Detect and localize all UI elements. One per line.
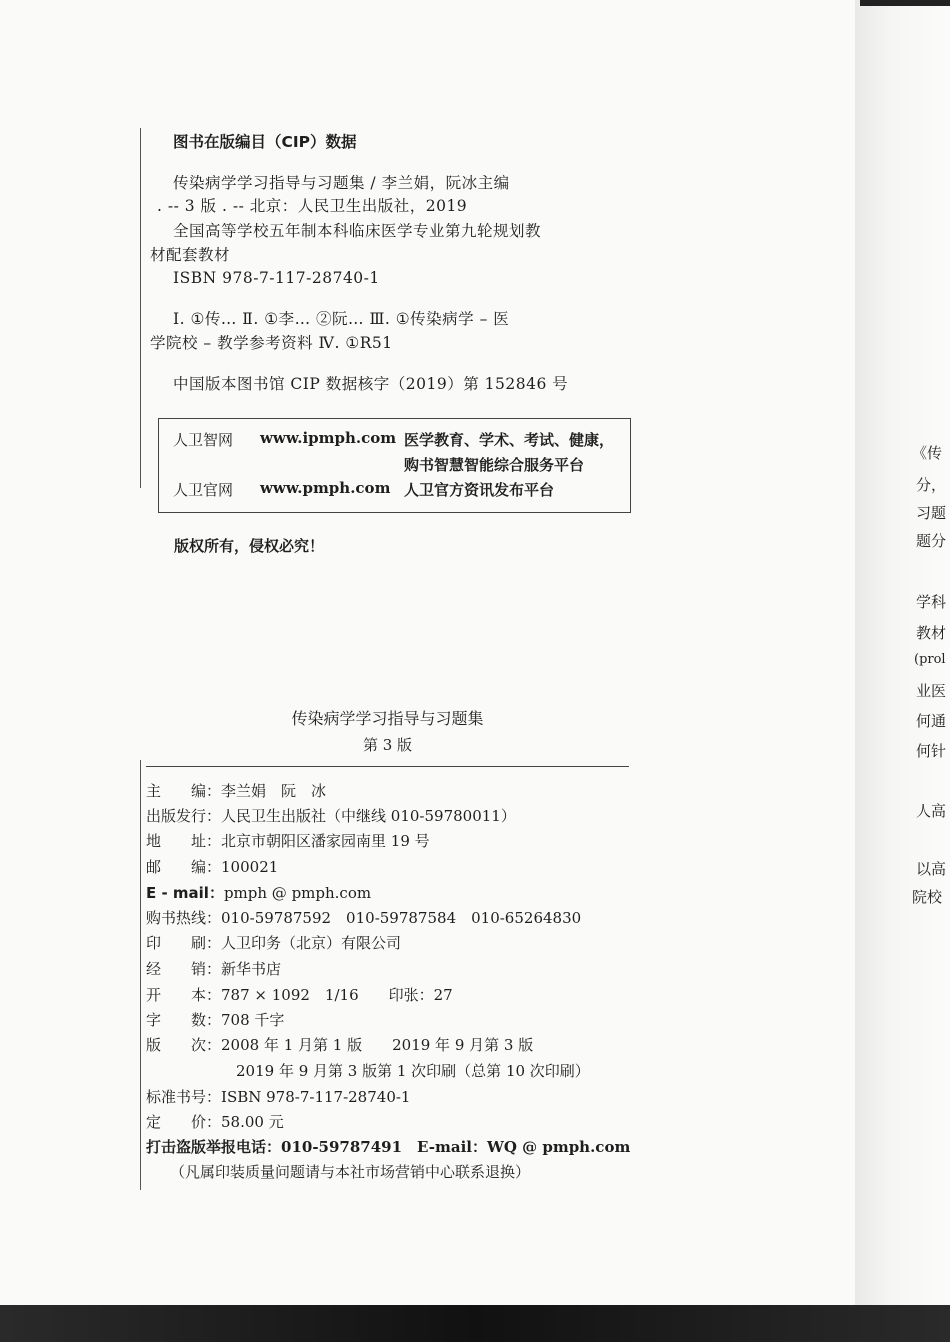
detail-row: 开 本：787 × 1092 1/16 印张：27 bbox=[146, 986, 453, 1004]
site-desc: 人卫官方资讯发布平台 bbox=[404, 481, 555, 499]
site-name: 人卫官网 bbox=[173, 481, 234, 499]
cip-line: 材配套教材 bbox=[150, 246, 231, 264]
piracy-hotline: 打击盗版举报电话：010-59787491 E-mail：WQ @ pmph.com bbox=[146, 1138, 631, 1156]
next-page-fragment: 院校 bbox=[912, 888, 943, 906]
cip-isbn: ISBN 978-7-117-28740-1 bbox=[173, 269, 380, 287]
next-page-fragment: 习题 bbox=[916, 504, 947, 522]
next-page-fragment: 业医 bbox=[916, 682, 947, 700]
website-box bbox=[158, 418, 631, 513]
detail-row: 字 数：708 千字 bbox=[146, 1011, 285, 1029]
detail-row: 地 址：北京市朝阳区潘家园南里 19 号 bbox=[146, 832, 430, 850]
scan-edge-top bbox=[860, 0, 950, 6]
site-desc: 购书智慧智能综合服务平台 bbox=[404, 456, 585, 474]
next-page-fragment: 学科 bbox=[916, 593, 947, 611]
next-page-fragment: 《传 bbox=[912, 444, 943, 462]
next-page-fragment: 题分 bbox=[916, 532, 947, 550]
copyright-notice: 版权所有，侵权必究！ bbox=[174, 537, 325, 555]
cip-line: Ⅰ. ①传… Ⅱ. ①李… ②阮… Ⅲ. ①传染病学 – 医 bbox=[173, 310, 510, 328]
site-name: 人卫智网 bbox=[173, 431, 234, 449]
cip-line: 传染病学学习指导与习题集 / 李兰娟，阮冰主编 bbox=[173, 174, 510, 192]
detail-row: 邮 编：100021 bbox=[146, 858, 279, 876]
book-title: 传染病学学习指导与习题集 bbox=[291, 709, 484, 728]
next-page-fragment: (prol bbox=[914, 652, 946, 667]
detail-row: 定 价：58.00 元 bbox=[146, 1113, 284, 1131]
site-url[interactable]: www.pmph.com bbox=[260, 479, 391, 497]
book-edition: 第 3 版 bbox=[362, 736, 413, 754]
detail-row: 经 销：新华书店 bbox=[146, 960, 282, 978]
site-desc: 医学教育、学术、考试、健康， bbox=[404, 431, 615, 449]
next-page-fragment: 分， bbox=[916, 476, 947, 494]
detail-row: E - mail：pmph @ pmph.com bbox=[146, 884, 372, 902]
detail-row: 标准书号：ISBN 978-7-117-28740-1 bbox=[146, 1088, 411, 1106]
next-page-fragment: 何针 bbox=[916, 742, 947, 760]
detail-row: 主 编：李兰娟 阮 冰 bbox=[146, 782, 327, 800]
next-page-fragment: 教材 bbox=[916, 624, 947, 642]
site-url[interactable]: www.ipmph.com bbox=[260, 429, 397, 447]
next-page-fragment: 以高 bbox=[916, 860, 947, 878]
next-page-fragment: 何通 bbox=[916, 712, 947, 730]
cip-title: 图书在版编目（CIP）数据 bbox=[173, 133, 357, 151]
margin-rule-bottom bbox=[140, 760, 141, 1190]
scan-edge-bottom bbox=[0, 1305, 950, 1342]
cip-line: . -- 3 版 . -- 北京：人民卫生出版社，2019 bbox=[157, 197, 468, 215]
detail-row: 印 刷：人卫印务（北京）有限公司 bbox=[146, 934, 402, 952]
cip-line: 学院校 – 教学参考资料 Ⅳ. ①R51 bbox=[150, 334, 393, 352]
cip-record-number: 中国版本图书馆 CIP 数据核字（2019）第 152846 号 bbox=[173, 375, 569, 393]
margin-rule-top bbox=[140, 128, 141, 488]
return-notice: （凡属印装质量问题请与本社市场营销中心联系退换） bbox=[170, 1163, 531, 1181]
detail-row: 版 次：2008 年 1 月第 1 版 2019 年 9 月第 3 版 bbox=[146, 1036, 534, 1054]
detail-row: 2019 年 9 月第 3 版第 1 次印刷（总第 10 次印刷） bbox=[236, 1062, 590, 1080]
detail-row: 购书热线：010-59787592 010-59787584 010-65264830 bbox=[146, 909, 582, 927]
divider bbox=[146, 766, 629, 767]
next-page-fragment: 人高 bbox=[916, 802, 947, 820]
detail-row: 出版发行：人民卫生出版社（中继线 010-59780011） bbox=[146, 807, 516, 825]
cip-line: 全国高等学校五年制本科临床医学专业第九轮规划教 bbox=[173, 222, 542, 240]
